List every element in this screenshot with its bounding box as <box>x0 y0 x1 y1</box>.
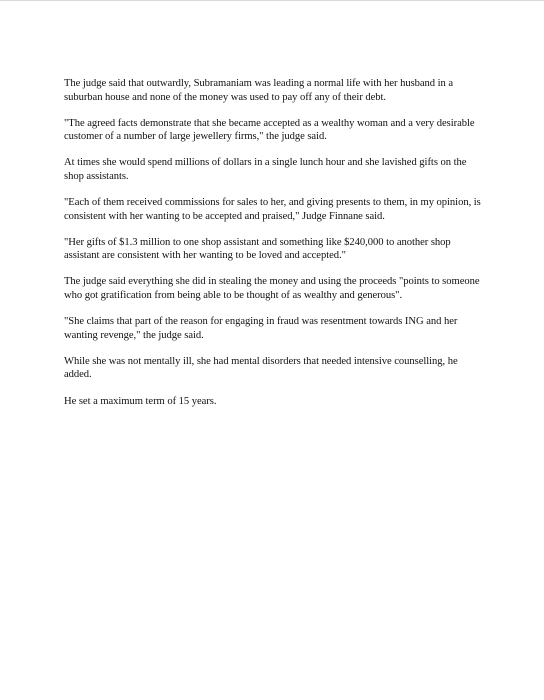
document-page <box>64 77 484 421</box>
paragraph-4: "Each of them received commissions for sales to her, and giving presents to them, in my opinion, is consistent with her wanting to be accepted and praised," Judge Finnane said. <box>64 197 481 222</box>
paragraph-7: "She claims that part of the reason for engaging in fraud was resentment towards ING and her wanting revenge," the judge said. <box>64 316 458 341</box>
paragraph-6: The judge said everything she did in stealing the money and using the proceeds "points to someone who got gratification from being able to be thought of as wealthy and generous". <box>64 276 480 302</box>
paragraph-5: "Her gifts of $1.3 million to one shop assistant and something like $240,000 to another shop assistant are consistent with her wanting to be loved and accepted." <box>64 236 451 262</box>
paragraph-8: While she was not mentally ill, she had mental disorders that needed intensive counselling, he added. <box>64 355 458 381</box>
paragraph-1: The judge said that outwardly, Subramaniam was leading a normal life with her husband in a suburban house and none of the money was used to pay off any of their debt. <box>64 78 454 103</box>
paragraph-3: At times she would spend millions of dollars in a single lunch hour and she lavished gifts on the shop assistants. <box>64 157 467 182</box>
paragraph-2: "The agreed facts demonstrate that she became accepted as a wealthy woman and a very desirable customer of a number of large jewellery firms," the judge said. <box>64 117 475 143</box>
page-top-border <box>0 0 544 1</box>
paragraph-9: He set a maximum term of 15 years. <box>64 395 217 407</box>
